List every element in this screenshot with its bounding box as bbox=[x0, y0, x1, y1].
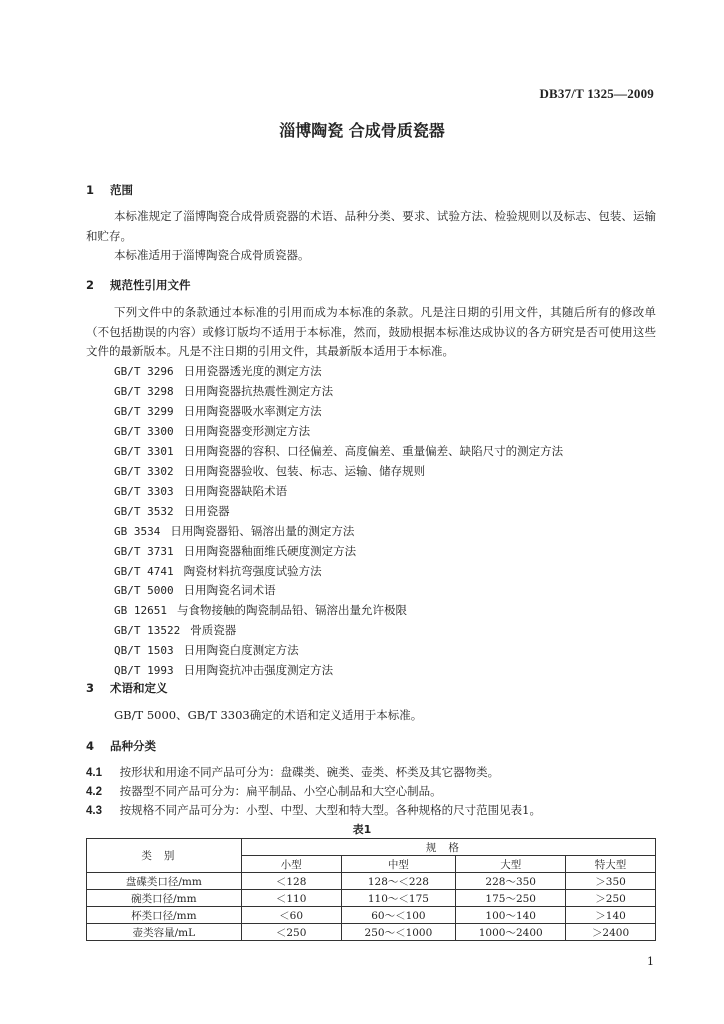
reference-name: 骨质瓷器 bbox=[190, 623, 237, 638]
reference-name: 日用陶瓷器吸水率测定方法 bbox=[183, 403, 322, 418]
section-heading-normative bbox=[86, 277, 191, 293]
scope-paragraphs bbox=[86, 207, 656, 266]
table-cell: ＜250 bbox=[241, 924, 341, 941]
document-number: DB37/T 1325—2009 bbox=[539, 86, 654, 101]
reference-item bbox=[114, 462, 563, 482]
reference-item bbox=[114, 382, 563, 402]
size-header: 特大型 bbox=[566, 856, 656, 873]
reference-name: 与食物接触的陶瓷制品铅、镉溶出量允许极限 bbox=[176, 603, 407, 618]
reference-item bbox=[114, 442, 563, 462]
section-heading-classification bbox=[86, 738, 156, 754]
table-row bbox=[87, 890, 656, 907]
size-header: 大型 bbox=[456, 856, 566, 873]
reference-name: 日用陶瓷抗冲击强度测定方法 bbox=[183, 663, 334, 678]
clause-4-2 bbox=[86, 783, 442, 799]
row-label: 盘碟类口径/mm bbox=[87, 873, 242, 890]
reference-code: GB/T 3301 bbox=[114, 444, 174, 458]
reference-name: 日用陶瓷器缺陷术语 bbox=[183, 483, 288, 498]
table-cell: ＞140 bbox=[566, 907, 656, 924]
section-title: 规范性引用文件 bbox=[110, 278, 191, 292]
reference-code: GB/T 3532 bbox=[114, 504, 174, 518]
reference-code: GB/T 3299 bbox=[114, 404, 174, 418]
reference-name: 日用陶瓷器的容积、口径偏差、高度偏差、重量偏差、缺陷尺寸的测定方法 bbox=[183, 443, 564, 458]
section-number: 4 bbox=[86, 739, 95, 753]
section-title: 范围 bbox=[110, 183, 134, 197]
clause-number: 4.3 bbox=[86, 805, 102, 817]
table-cell: 128～＜228 bbox=[341, 873, 456, 890]
reference-code: GB 12651 bbox=[114, 604, 167, 618]
reference-item bbox=[114, 641, 563, 661]
reference-name: 日用陶瓷器铅、镉溶出量的测定方法 bbox=[170, 523, 355, 538]
table-cell: 60～＜100 bbox=[341, 907, 456, 924]
clause-text: 按器型不同产品可分为：扁平制品、小空心制品和大空心制品。 bbox=[119, 784, 442, 798]
page-number: 1 bbox=[647, 955, 654, 968]
size-header: 中型 bbox=[341, 856, 456, 873]
reference-code: GB/T 3300 bbox=[114, 424, 174, 438]
reference-item bbox=[114, 482, 563, 502]
reference-item bbox=[114, 581, 563, 601]
clause-text: 按规格不同产品可分为：小型、中型、大型和特大型。各种规格的尺寸范围见表1。 bbox=[119, 803, 541, 817]
table-cell: 228～350 bbox=[456, 873, 566, 890]
size-spec-table bbox=[86, 838, 656, 941]
reference-item bbox=[114, 542, 563, 562]
reference-code: GB/T 4741 bbox=[114, 564, 174, 578]
reference-item bbox=[114, 362, 563, 382]
normative-intro-paragraph bbox=[86, 303, 656, 362]
header-category: 类别 bbox=[87, 839, 242, 873]
reference-name: 日用陶瓷器釉面维氏硬度测定方法 bbox=[183, 543, 357, 558]
reference-item bbox=[114, 522, 563, 542]
reference-code: GB/T 3302 bbox=[114, 464, 174, 478]
reference-code: GB/T 5000 bbox=[114, 584, 174, 598]
section-number: 2 bbox=[86, 278, 95, 292]
clause-text: 按形状和用途不同产品可分为：盘碟类、碗类、壶类、杯类及其它器物类。 bbox=[119, 765, 500, 779]
document-title: 淄博陶瓷 合成骨质瓷器 bbox=[279, 121, 445, 140]
table-header-row bbox=[87, 839, 656, 856]
table-cell: ＜60 bbox=[241, 907, 341, 924]
table-cell: ＞350 bbox=[566, 873, 656, 890]
section-title: 术语和定义 bbox=[110, 681, 168, 695]
table-caption: 表1 bbox=[352, 823, 372, 836]
reference-name: 日用瓷器 bbox=[183, 503, 230, 518]
reference-name: 陶瓷材料抗弯强度试验方法 bbox=[183, 563, 322, 578]
reference-name: 日用陶瓷器验收、包装、标志、运输、储存规则 bbox=[183, 463, 426, 478]
reference-code: GB/T 3303 bbox=[114, 484, 174, 498]
table-cell: ＜128 bbox=[241, 873, 341, 890]
row-label: 碗类口径/mm bbox=[87, 890, 242, 907]
table-row bbox=[87, 873, 656, 890]
reference-code: GB 3534 bbox=[114, 524, 161, 538]
reference-name: 日用陶瓷器抗热震性测定方法 bbox=[183, 383, 334, 398]
table-cell: ＞250 bbox=[566, 890, 656, 907]
table-cell: 1000～2400 bbox=[456, 924, 566, 941]
reference-code: GB/T 3731 bbox=[114, 544, 174, 558]
table-row bbox=[87, 924, 656, 941]
table-cell: 100～140 bbox=[456, 907, 566, 924]
reference-list bbox=[114, 362, 563, 681]
reference-item bbox=[114, 601, 563, 621]
reference-item bbox=[114, 422, 563, 442]
table-cell: ＞2400 bbox=[566, 924, 656, 941]
scope-text-2: 本标准适用于淄博陶瓷合成骨质瓷器。 bbox=[114, 248, 310, 262]
normative-intro-text: 下列文件中的条款通过本标准的引用而成为本标准的条款。凡是注日期的引用文件，其随后所有的修改单（不包括勘误的内容）或修订版均不适用于本标准，然而，鼓励根据本标准达成协议的各方研究是否可使用这些文件的最新版本。凡是不注日期的引用文件，其最新版本适用于本标准。 bbox=[86, 305, 656, 358]
reference-name: 日用陶瓷器变形测定方法 bbox=[183, 423, 311, 438]
clause-number: 4.1 bbox=[86, 767, 102, 779]
reference-code: QB/T 1993 bbox=[114, 664, 174, 678]
row-label: 壶类容量/mL bbox=[87, 924, 242, 941]
clause-4-1 bbox=[86, 764, 499, 780]
reference-item bbox=[114, 402, 563, 422]
scope-text-1: 本标准规定了淄博陶瓷合成骨质瓷器的术语、品种分类、要求、试验方法、检验规则以及标志、包装、运输和贮存。 bbox=[86, 209, 656, 243]
reference-item bbox=[114, 621, 563, 641]
clause-4-3 bbox=[86, 802, 541, 818]
size-header: 小型 bbox=[241, 856, 341, 873]
table-cell: 175～250 bbox=[456, 890, 566, 907]
reference-item bbox=[114, 502, 563, 522]
reference-code: QB/T 1503 bbox=[114, 644, 174, 658]
header-spec: 规格 bbox=[241, 839, 655, 856]
table-cell: ＜110 bbox=[241, 890, 341, 907]
section-heading-scope bbox=[86, 182, 133, 198]
clause-number: 4.2 bbox=[86, 786, 102, 798]
reference-name: 日用陶瓷名词术语 bbox=[183, 583, 276, 598]
reference-name: 日用陶瓷白度测定方法 bbox=[183, 643, 299, 658]
reference-item bbox=[114, 562, 563, 582]
table-cell: 250～＜1000 bbox=[341, 924, 456, 941]
reference-item bbox=[114, 661, 563, 681]
section-heading-terms bbox=[86, 680, 168, 696]
section-title: 品种分类 bbox=[110, 739, 157, 753]
reference-code: GB/T 13522 bbox=[114, 624, 181, 638]
table-row bbox=[87, 907, 656, 924]
row-label: 杯类口径/mm bbox=[87, 907, 242, 924]
section-number: 1 bbox=[86, 183, 95, 197]
reference-code: GB/T 3298 bbox=[114, 384, 174, 398]
reference-name: 日用瓷器透光度的测定方法 bbox=[183, 364, 322, 378]
reference-code: GB/T 3296 bbox=[114, 365, 174, 378]
terms-text: GB/T 5000、GB/T 3303确定的术语和定义适用于本标准。 bbox=[114, 708, 423, 722]
table-cell: 110～＜175 bbox=[341, 890, 456, 907]
section-number: 3 bbox=[86, 681, 95, 695]
